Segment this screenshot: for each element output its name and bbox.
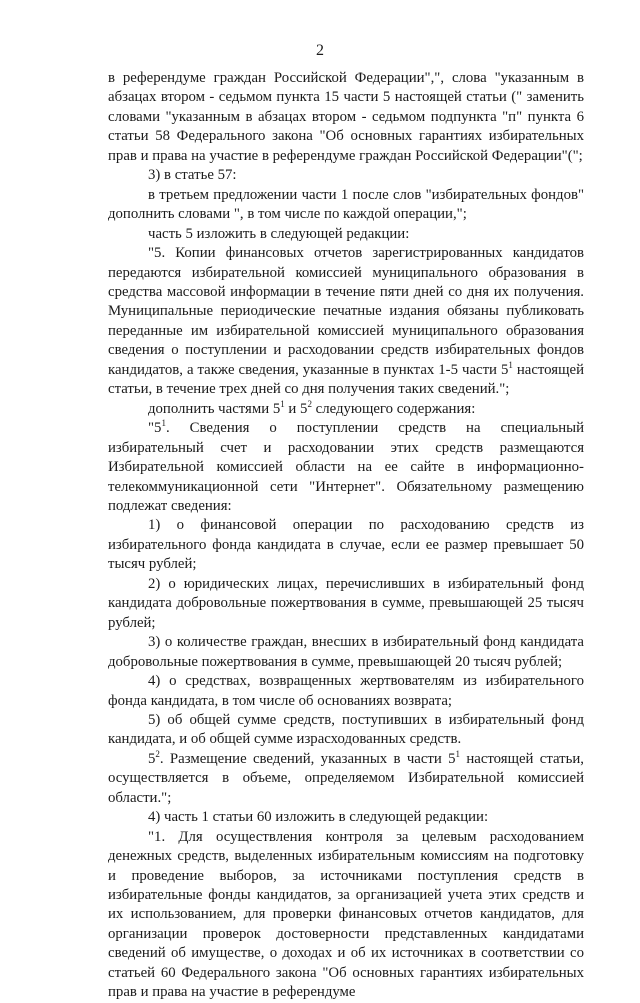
page-number: 2	[316, 42, 324, 59]
paragraph-text: "5	[148, 420, 162, 437]
paragraph: в третьем предложении части 1 после слов "избирательных фондов" дополнить словами ", в том числе по каждой операции,";	[108, 186, 584, 223]
paragraph-text: 5	[148, 750, 156, 767]
paragraph	[108, 419, 584, 516]
superscript: 1	[280, 398, 285, 409]
superscript: 1	[455, 748, 460, 759]
paragraph-text: настоящей статьи, осуществляется в объеме, определяемом Избирательной комиссией области.";	[108, 750, 585, 806]
paragraph: 5) об общей сумме средств, поступивших в избирательный фонд кандидата, и об общей сумме израсходованных средств.	[108, 711, 584, 748]
paragraph: часть 5 изложить в следующей редакции:	[148, 225, 410, 242]
paragraph-text: следующего содержания:	[315, 400, 476, 417]
paragraph: 1) о финансовой операции по расходованию средств из избирательного фонда кандидата в случае, если ее размер превышает 50 тысяч рублей;	[108, 517, 584, 573]
paragraph: 3) о количестве граждан, внесших в избирательный фонд кандидата добровольные пожертвования в сумме, превышающей 20 тысяч рублей;	[108, 634, 584, 670]
document-body	[108, 69, 584, 1003]
paragraph: 2) о юридических лицах, перечисливших в избирательный фонд кандидата добровольные пожертвования в сумме, превышающей 25 тысяч рублей;	[108, 575, 584, 631]
paragraph	[108, 750, 584, 808]
paragraph-text: . Сведения о поступлении средств на специальный избирательный счет и расходовании этих средств размещаются Избирательной комиссией области на ее сайте в информационно-телекоммуникационной сети "Интернет". Обязательному размещению подлежат сведения:	[108, 420, 584, 514]
paragraph	[108, 400, 584, 419]
paragraph-text: . Размещение сведений, указанных в части 5	[159, 750, 456, 767]
paragraph: в референдуме граждан Российской Федерации",", слова "указанным в абзацах втором - седьмом пункта 15 части 5 настоящей статьи (" заменить словами "указанным в абзацах втором - седьмом подпункта "п" пункта 6 статьи 58 Федерального закона "Об основных гарантиях избирательных прав и права на участие в референдуме граждан Российской Федерации"(";	[108, 70, 584, 164]
paragraph	[108, 244, 584, 400]
paragraph: 4) о средствах, возвращенных жертвователям из избирательного фонда кандидата, в том числе об основаниях возврата;	[108, 673, 584, 709]
superscript: 2	[307, 398, 312, 409]
paragraph-text: дополнить частями 5	[148, 400, 281, 417]
paragraph: 4) часть 1 статьи 60 изложить в следующей редакции:	[148, 809, 489, 826]
paragraph: 3) в статье 57:	[148, 167, 237, 184]
superscript: 1	[161, 418, 166, 429]
paragraph-text: "5. Копии финансовых отчетов зарегистрированных кандидатов передаются избирательной комиссией муниципального образования в средства массовой информации в течение пяти дней со дня их получения. Муниципальные периодические печатные издания обязаны публиковать переданные им избирательной комиссией муниципального образования сведения о поступлении и расходовании средств избирательных фондов кандидатов, а также сведения, указанные в пунктах 1-5 части 5	[108, 245, 584, 378]
paragraph: "1. Для осуществления контроля за целевым расходованием денежных средств, выделенных избирательным комиссиям на подготовку и проведение выборов, за источниками поступления средств в избирательные фонды кандидатов, за организацией учета этих средств и их использованием, для проверки финансовых отчетов кандидатов, для организации проверок достоверности представленных кандидатами сведений об имуществе, о доходах и об их источниках в соответствии со статьей 60 Федерального закона "Об основных гарантиях избирательных прав и права на участие в референдуме	[108, 828, 584, 1001]
paragraph-text: настоящей статьи, в течение трех дней со дня получения таких сведений.";	[108, 361, 584, 398]
superscript: 1	[508, 359, 513, 370]
paragraph-text: и 5	[288, 400, 308, 417]
superscript: 2	[155, 748, 160, 759]
